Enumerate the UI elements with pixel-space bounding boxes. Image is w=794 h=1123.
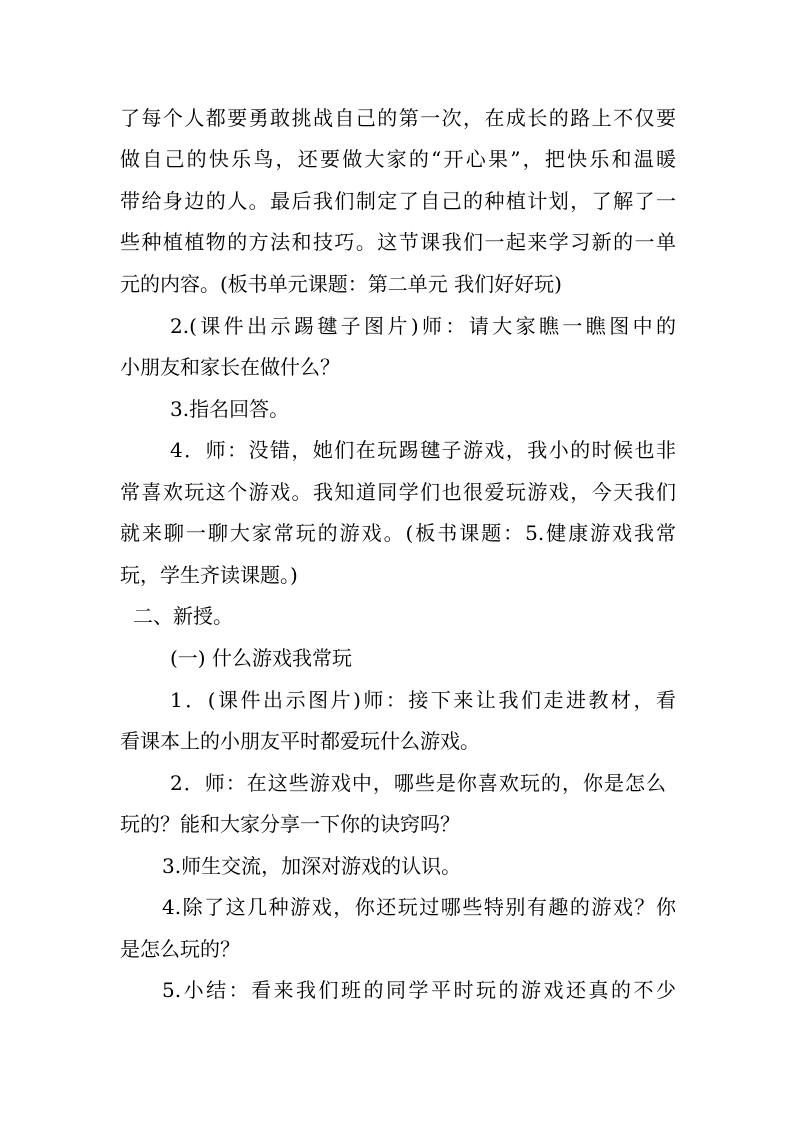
paragraph-line: 2．师：在这些游戏中，哪些是你喜欢玩的，你是怎么 (170, 771, 666, 795)
paragraph-line: 玩，学生齐读课题。) (120, 563, 298, 587)
subsection-heading: (一) 什么游戏我常玩 (170, 646, 352, 670)
paragraph-line: 了每个人都要勇敢挑战自己的第一次，在成长的路上不仅要 (120, 106, 676, 130)
paragraph-line: 就来聊一聊大家常玩的游戏。(板书课题：5.健康游戏我常 (120, 521, 676, 545)
paragraph-line: 小朋友和家长在做什么？ (120, 355, 340, 379)
paragraph-line: 看课本上的小朋友平时都爱玩什么游戏。 (120, 729, 480, 753)
paragraph-line: 3.指名回答。 (170, 397, 290, 421)
paragraph-line: 玩的？能和大家分享一下你的诀窍吗？ (120, 812, 460, 836)
paragraph-line: 是怎么玩的？ (120, 937, 240, 961)
paragraph-line: 1．(课件出示图片)师：接下来让我们走进教材，看 (170, 688, 676, 712)
paragraph-line: 做自己的快乐鸟，还要做大家的“开心果”，把快乐和温暖 (120, 147, 676, 171)
paragraph-line: 4．师：没错，她们在玩踢毽子游戏，我小的时候也非 (170, 438, 676, 462)
paragraph-line: 元的内容。(板书单元课题：第二单元 我们好好玩) (120, 272, 562, 296)
paragraph-line: 3.师生交流，加深对游戏的认识。 (162, 854, 462, 878)
paragraph-line: 常喜欢玩这个游戏。我知道同学们也很爱玩游戏，今天我们 (120, 480, 676, 504)
section-heading: 二、新授。 (133, 604, 233, 628)
paragraph-line: 带给身边的人。最后我们制定了自己的种植计划，了解了一 (120, 189, 676, 213)
paragraph-line: 2.(课件出示踢毽子图片)师：请大家瞧一瞧图中的 (170, 314, 676, 338)
paragraph-line: 些种植植物的方法和技巧。这节课我们一起来学习新的一单 (120, 230, 676, 254)
paragraph-line: 4.除了这几种游戏，你还玩过哪些特别有趣的游戏？你 (162, 895, 676, 919)
paragraph-line: 5.小结：看来我们班的同学平时玩的游戏还真的不少 (162, 978, 676, 1002)
